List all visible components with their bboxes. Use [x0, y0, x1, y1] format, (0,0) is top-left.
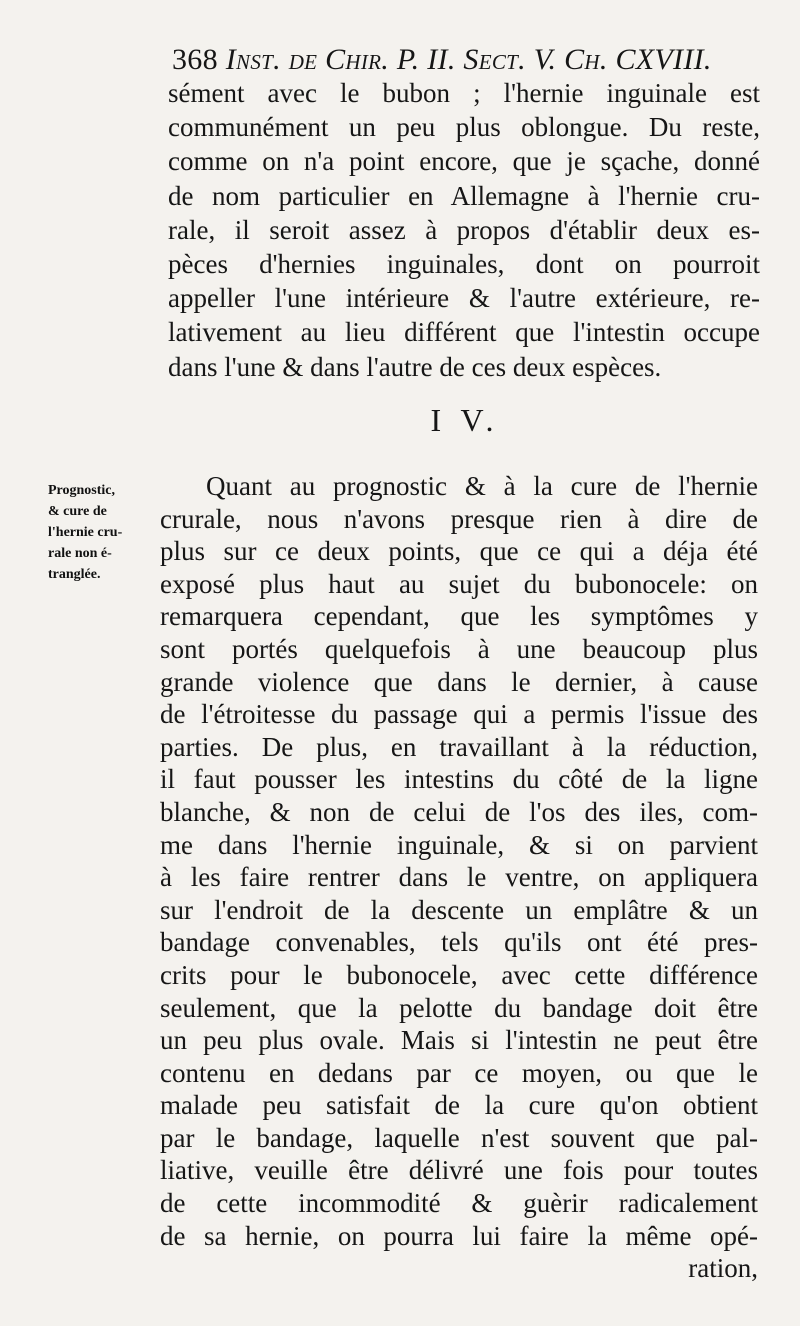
text-line: Quant au prognostic & à la cure de l'hernie — [206, 471, 758, 501]
text-line: grande violence que dans le dernier, à cause — [160, 666, 758, 697]
text-line: exposé plus haut au sujet du bubonocele: on — [160, 568, 758, 599]
margin-note-line: tranglée. — [48, 567, 101, 582]
text-line: sont portés quelquefois à une beaucoup plus — [160, 633, 758, 664]
text-line: pèces d'hernies inguinales, dont on pourroit — [168, 249, 760, 280]
text-line: sément avec le bubon ; l'hernie inguinale est — [168, 78, 760, 108]
page-number: 368 — [172, 43, 218, 76]
text-line: il faut pousser les intestins du côté de la ligne — [160, 764, 758, 795]
text-line: lativement au lieu différent que l'intestin occupe — [168, 317, 760, 348]
text-line: seulement, que la pelotte du bandage doit être — [160, 992, 758, 1023]
text-line: bandage convenables, tels qu'ils ont été pres- — [160, 927, 758, 958]
text-line: ration, — [688, 1253, 758, 1284]
text-line: rale, il seroit assez à propos d'établir deux es- — [168, 214, 760, 245]
text-line: de sa hernie, on pourra lui faire la même opé- — [160, 1220, 758, 1251]
text-line: me dans l'hernie inguinale, & si on parvient — [160, 829, 758, 860]
margin-note-line: l'hernie cru- — [48, 525, 123, 540]
text-line: à les faire rentrer dans le ventre, on appliquera — [160, 862, 758, 893]
text-line: remarquera cependant, que les symptômes y — [160, 601, 758, 632]
section-heading: I V. — [430, 402, 500, 438]
text-block-top — [168, 76, 768, 384]
text-line: plus sur ce deux points, que ce qui a déja été — [160, 536, 758, 567]
margin-note-line: & cure de — [48, 504, 107, 519]
text-line: malade peu satisfait de la cure qu'on obtient — [160, 1090, 758, 1121]
text-block-main — [160, 470, 760, 1285]
margin-note-line: Prognostic, — [48, 483, 116, 498]
text-line: crurale, nous n'avons presque rien à dire de — [160, 503, 758, 534]
running-header — [172, 40, 772, 80]
text-line: de nom particulier en Allemagne à l'hernie cru- — [168, 180, 760, 211]
text-line: contenu en dedans par ce moyen, ou que le — [160, 1057, 758, 1088]
text-line: crits pour le bubonocele, avec cette différence — [160, 959, 758, 990]
text-line: communément un peu plus oblongue. Du reste, — [168, 112, 760, 143]
text-line: appeller l'une intérieure & l'autre extérieure, re- — [168, 283, 760, 314]
running-title: Inst. de Chir. P. II. Sect. V. Ch. CXVIII. — [225, 43, 712, 76]
text-line: par le bandage, laquelle n'est souvent que pal- — [160, 1122, 758, 1153]
margin-note — [48, 480, 163, 585]
text-line: sur l'endroit de la descente un emplâtre & un — [160, 894, 758, 925]
text-line: parties. De plus, en travaillant à la réduction, — [160, 731, 758, 762]
text-line: blanche, & non de celui de l'os des iles, com- — [160, 796, 758, 827]
text-line: un peu plus ovale. Mais si l'intestin ne peut être — [160, 1025, 758, 1056]
margin-note-line: rale non é- — [48, 546, 112, 561]
text-line: dans l'une & dans l'autre de ces deux espèces. — [168, 351, 662, 382]
text-line: liative, veuille être délivré une fois pour toutes — [160, 1155, 758, 1186]
text-line: de l'étroitesse du passage qui a permis l'issue des — [160, 699, 758, 730]
text-line: de cette incommodité & guèrir radicalement — [160, 1188, 758, 1219]
text-line: comme on n'a point encore, que je sçache, donné — [168, 146, 760, 177]
